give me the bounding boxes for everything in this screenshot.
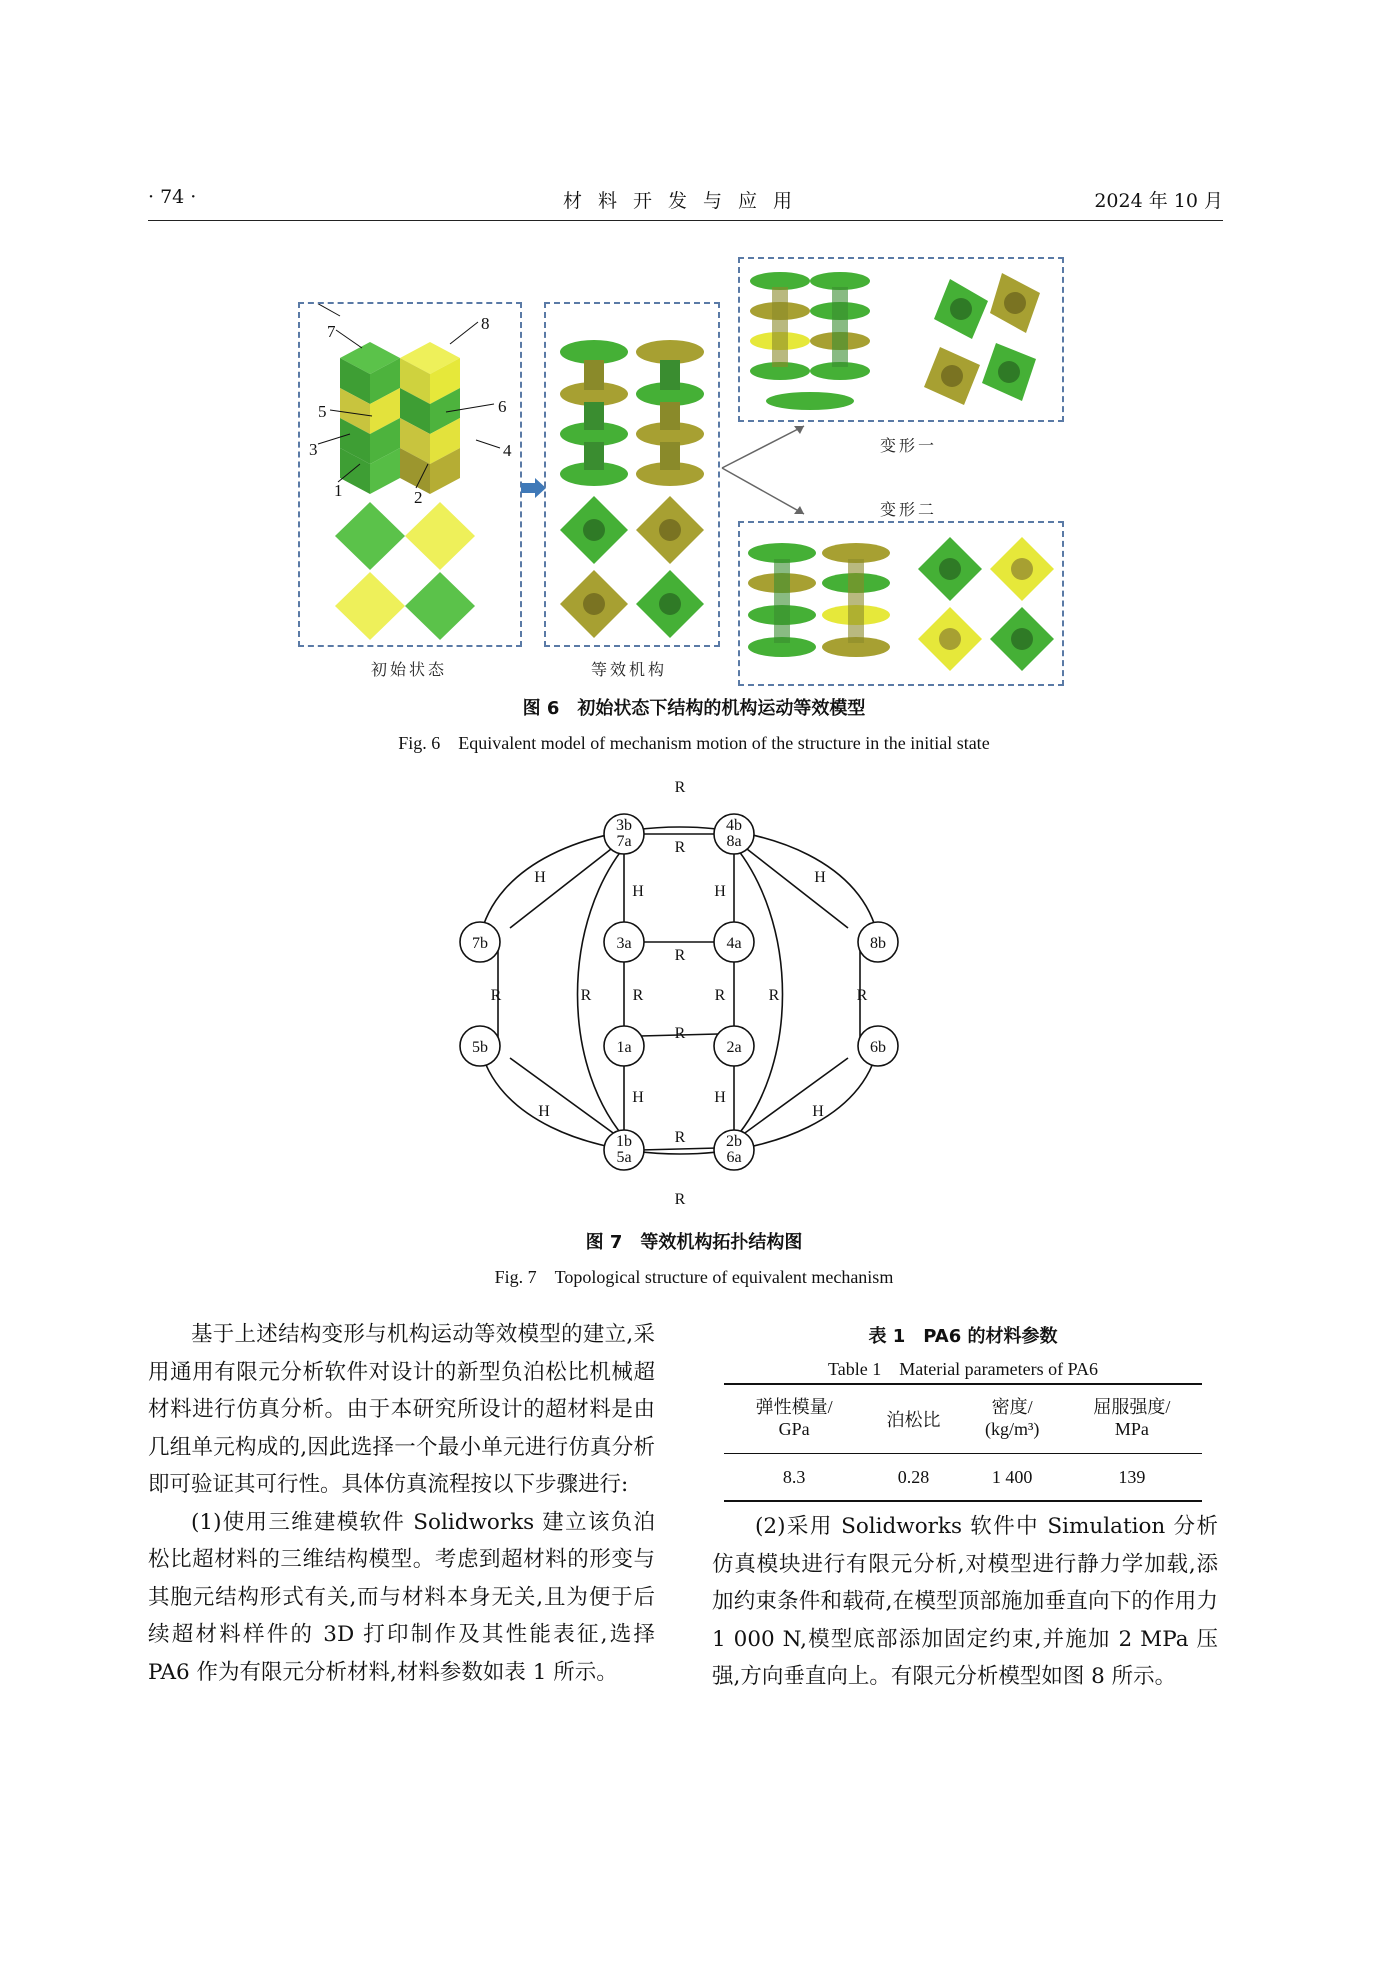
joint-label-h: H xyxy=(714,883,726,900)
joint-label-r: R xyxy=(490,987,502,1004)
edge-1b-2b xyxy=(640,1148,718,1150)
header-density-unit: (kg/m³) xyxy=(963,1419,1062,1454)
header-modulus: 弹性模量/ xyxy=(724,1384,864,1419)
figure-6-caption-en: Fig. 6 Equivalent model of mechanism motion of the structure in the initial state xyxy=(398,733,990,753)
joint-label-r: R xyxy=(674,1025,686,1042)
header-poisson: 泊松比 xyxy=(864,1384,962,1454)
node-label: 4b xyxy=(726,817,742,834)
node-label: 1a xyxy=(616,1039,632,1056)
cell-yield: 139 xyxy=(1062,1454,1202,1502)
node-label: 2b xyxy=(726,1133,742,1150)
table-row xyxy=(724,1454,1202,1502)
node-label: 6b xyxy=(870,1039,886,1056)
running-header xyxy=(148,182,1223,221)
panel-initial-label: 初始状态 xyxy=(371,660,448,679)
node-label: 2a xyxy=(726,1039,742,1056)
deformation-1-label: 变形一 xyxy=(880,436,938,455)
cell-modulus: 8.3 xyxy=(724,1454,864,1502)
node-label: 1b xyxy=(616,1133,632,1150)
paragraph: (1)使用三维建模软件 Solidworks 建立该负泊松比超材料的三维结构模型。考虑到超材料的形变与其胞元结构形式有关,而与材料本身无关,且为便于后续超材料样件的 3D 打印制作及其性能表征,选择 PA6 作为有限元分析材料,材料参数如表 1 所示。 xyxy=(148,1509,655,1685)
deformation-1-illustration xyxy=(740,259,1062,420)
deformation-2-label: 变形二 xyxy=(880,500,938,519)
joint-label-h: H xyxy=(632,1089,644,1106)
cell-density: 1 400 xyxy=(963,1454,1062,1502)
cube-number-4: 4 xyxy=(503,441,512,460)
branch-arrows xyxy=(720,420,810,520)
table-1-title-cn: 表 1 PA6 的材料参数 xyxy=(868,1326,1058,1347)
table-1-title-en: Table 1 Material parameters of PA6 xyxy=(828,1359,1098,1379)
edge-8b-4b xyxy=(738,842,848,928)
joint-label-r: R xyxy=(674,779,686,796)
cube-number-2: 2 xyxy=(414,488,423,507)
joint-label-h: H xyxy=(632,883,644,900)
node-label: 3b xyxy=(616,817,632,834)
joint-label-r: R xyxy=(674,1191,686,1208)
issue-date: 2024 年 10 月 xyxy=(1094,190,1223,212)
paragraph: (2)采用 Solidworks 软件中 Simulation 分析仿真模块进行有限元分析,对模型进行静力学加载,添加约束条件和载荷,在模型顶部施加垂直向下的作用力 1 000 N,模型底部添加固定约束,并施加 2 MPa 压强,方向垂直向上。有限元分析模型如图 8 所示。 xyxy=(712,1514,1218,1689)
figure-7-caption-en: Fig. 7 Topological structure of equivalent mechanism xyxy=(494,1267,894,1287)
node-label: 7a xyxy=(616,833,632,850)
cube-number-8: 8 xyxy=(481,314,490,333)
node-label: 8a xyxy=(726,833,742,850)
header-modulus-unit: GPa xyxy=(724,1419,864,1454)
joint-label-r: R xyxy=(714,987,726,1004)
panel-equivalent-label: 等效机构 xyxy=(591,660,668,679)
diamond-yellow-bl xyxy=(335,572,405,640)
edge-7b-3b xyxy=(510,842,620,928)
cube-number-6: 6 xyxy=(498,397,507,416)
joint-label-h: H xyxy=(812,1103,824,1120)
node-label: 8b xyxy=(870,935,886,952)
topology-graph xyxy=(440,770,940,1210)
cube-pointers xyxy=(300,304,520,524)
header-yield: 屈服强度/ xyxy=(1062,1384,1202,1419)
deformation-2-illustration xyxy=(740,523,1062,684)
paragraph: 基于上述结构变形与机构运动等效模型的建立,采用通用有限元分析软件对设计的新型负泊松比机械超材料进行仿真分析。由于本研究所设计的超材料是由几组单元构成的,因此选择一个最小单元进行仿真分析即可验证其可行性。具体仿真流程按以下步骤进行: xyxy=(148,1322,655,1497)
cube-number-5: 5 xyxy=(318,402,327,421)
joint-label-r: R xyxy=(632,987,644,1004)
joint-label-h: H xyxy=(538,1103,550,1120)
material-parameters-table xyxy=(724,1383,1202,1502)
figure-7-caption-cn: 图 7 等效机构拓扑结构图 xyxy=(585,1232,803,1253)
edge-6b-2b xyxy=(738,1058,848,1138)
joint-label-h: H xyxy=(534,869,546,886)
left-column-text xyxy=(148,1316,655,1691)
node-label: 4a xyxy=(726,935,742,952)
journal-name: 材料开发与应用 xyxy=(562,190,808,212)
cell-poisson: 0.28 xyxy=(864,1454,962,1502)
node-label: 5a xyxy=(616,1149,632,1166)
right-column-text xyxy=(712,1508,1218,1696)
node-label: 5b xyxy=(472,1039,488,1056)
cube-number-7: 7 xyxy=(327,322,336,341)
joint-label-r: R xyxy=(768,987,780,1004)
edge-5b-1b xyxy=(510,1058,620,1138)
joint-label-r: R xyxy=(674,839,686,856)
node-label: 3a xyxy=(616,935,632,952)
joint-label-r: R xyxy=(580,987,592,1004)
header-density: 密度/ xyxy=(963,1384,1062,1419)
joint-label-r: R xyxy=(856,987,868,1004)
cube-number-3: 3 xyxy=(309,440,318,459)
joint-label-h: H xyxy=(814,869,826,886)
diamond-green-br xyxy=(405,572,475,640)
equivalent-mechanism-illustration xyxy=(546,304,718,644)
flat-mechanism-grid xyxy=(560,496,704,638)
node-label: 7b xyxy=(472,935,488,952)
joint-label-h: H xyxy=(714,1089,726,1106)
header-yield-unit: MPa xyxy=(1062,1419,1202,1454)
node-label: 6a xyxy=(726,1149,742,1166)
page-number: · 74 · xyxy=(148,186,197,208)
joint-label-r: R xyxy=(674,1129,686,1146)
joint-label-r: R xyxy=(674,947,686,964)
figure-6-caption-cn: 图 6 初始状态下结构的机构运动等效模型 xyxy=(522,698,866,719)
cube-number-1: 1 xyxy=(334,481,343,500)
